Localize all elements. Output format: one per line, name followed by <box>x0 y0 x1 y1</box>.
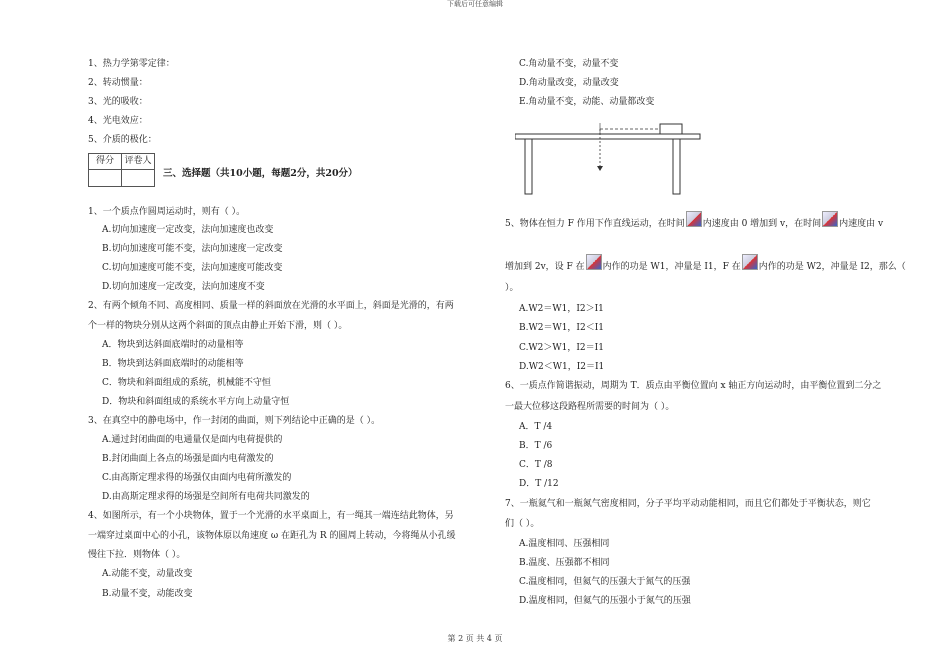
q6-stem-line2: 一最大位移这段路程所需要的时间为（ ）。 <box>505 402 675 412</box>
q6-option-c: C．T /8 <box>519 460 553 470</box>
q7-option-c: C.温度相同，但氦气的压强大于氮气的压强 <box>519 577 691 587</box>
q5-option-a: A.W2＝W1，I2＞I1 <box>519 304 604 314</box>
q4-option-c: C.角动量不变，动量不变 <box>519 59 619 69</box>
table-leg-left <box>525 139 532 194</box>
section-title: 三、选择题（共10小题，每题2分，共20分） <box>163 168 358 179</box>
page-footer: 第 2 页 共 4 页 <box>447 634 503 643</box>
q4-option-e: E.角动量不变，动能、动量都改变 <box>519 97 655 107</box>
score-header: 得分 <box>89 154 122 170</box>
q4-stem-line3: 慢往下拉．则物体（ ）。 <box>88 550 186 560</box>
q5-text-2: 内速度由 0 增加到 v，在时间 <box>702 219 822 229</box>
q1-option-c: C.切向加速度可能不变，法向加速度可能改变 <box>102 263 283 273</box>
score-table <box>88 153 155 187</box>
q4-stem-line1: 4、如图所示，有一个小块物体，置于一个光滑的水平桌面上，有一绳其一端连结此物体，另 <box>88 511 454 521</box>
q6-stem-line1: 6、一质点作简谐振动，周期为 T．质点由平衡位置向 x 轴正方向运动时，由平衡位置到二分之 <box>505 381 882 391</box>
table-diagram <box>515 120 715 200</box>
score-cell <box>89 170 122 187</box>
formula-image-icon <box>686 211 702 227</box>
term-5: 5、介质的极化： <box>88 135 157 145</box>
q4-option-a: A.动能不变，动量改变 <box>102 569 193 579</box>
q1-option-d: D.切向加速度一定改变，法向加速度不变 <box>102 282 265 292</box>
pull-arrow <box>597 166 603 171</box>
q7-option-d: D.温度相同，但氦气的压强小于氮气的压强 <box>519 596 691 606</box>
table-top <box>515 134 700 139</box>
q5-text-6: 内作的功是 W2，冲量是 I2，那么（ <box>758 262 906 272</box>
q1-option-b: B.切向加速度可能不变，法向加速度一定改变 <box>102 244 283 254</box>
q2-stem-line2: 个一样的物块分别从这两个斜面的顶点由静止开始下滑，则（ ）。 <box>88 321 348 331</box>
q4-option-d: D.角动量改变，动量改变 <box>519 78 619 88</box>
q2-option-b: B．物块到达斜面底端时的动能相等 <box>102 359 244 369</box>
term-1: 1、热力学第零定律： <box>88 59 175 69</box>
term-2: 2、转动惯量： <box>88 78 148 88</box>
q6-option-b: B．T /6 <box>519 441 553 451</box>
q5-stem-line2 <box>505 254 906 274</box>
q4-option-b: B.动量不变，动能改变 <box>102 589 193 599</box>
table-leg-right <box>673 139 680 194</box>
q7-option-a: A.温度相同、压强相同 <box>519 539 610 549</box>
q3-option-d: D.由高斯定理求得的场强是空间所有电荷共同激发的 <box>102 492 310 502</box>
q5-option-d: D.W2＜W1，I2＝I1 <box>519 362 605 372</box>
reviewer-cell <box>122 170 155 187</box>
q5-stem-line1 <box>505 211 883 231</box>
q5-option-c: C.W2＞W1，I2＝I1 <box>519 343 604 353</box>
q5-text-5: 内作的功是 W1，冲量是 I1，F 在 <box>602 262 741 272</box>
q7-stem-line1: 7、一瓶氦气和一瓶氮气密度相同，分子平均平动动能相同，而且它们都处于平衡状态，则它 <box>505 499 871 509</box>
q5-text-4: 增加到 2v，设 F 在 <box>505 262 585 272</box>
q3-stem: 3、在真空中的静电场中，作一封闭的曲面，则下列结论中正确的是（ ）。 <box>88 416 381 426</box>
q6-option-a: A．T /4 <box>519 422 553 432</box>
q5-text-3: 内速度由 v <box>839 219 884 229</box>
q5-stem-line3: ）。 <box>505 283 519 293</box>
q3-option-a: A.通过封闭曲面的电通量仅是面内电荷提供的 <box>102 435 283 445</box>
q3-option-b: B.封闭曲面上各点的场强是面内电荷激发的 <box>102 454 274 464</box>
q2-option-c: C．物块和斜面组成的系统，机械能不守恒 <box>102 378 271 388</box>
formula-image-icon <box>822 211 838 227</box>
q7-option-b: B.温度、压强都不相同 <box>519 558 610 568</box>
q2-option-d: D．物块和斜面组成的系统水平方向上动量守恒 <box>102 397 290 407</box>
q7-stem-line2: 们（ ）。 <box>505 519 540 529</box>
q2-option-a: A．物块到达斜面底端时的动量相等 <box>102 340 244 350</box>
block <box>660 124 682 134</box>
reviewer-header: 评卷人 <box>122 154 155 170</box>
q4-stem-line2: 一端穿过桌面中心的小孔，该物体原以角速度 ω 在距孔为 R 的圆周上转动，今将绳从小孔缓 <box>88 531 456 541</box>
q5-option-b: B.W2＝W1，I2＜I1 <box>519 323 604 333</box>
q2-stem-line1: 2、有两个倾角不同、高度相同、质量一样的斜面放在光滑的水平面上，斜面是光滑的，有两 <box>88 301 454 311</box>
q1-stem: 1、一个质点作圆周运动时，则有（ ）。 <box>88 207 246 217</box>
page-header: 下载后可任意编辑 <box>447 0 503 8</box>
formula-image-icon <box>586 254 602 270</box>
q6-option-d: D．T /12 <box>519 479 559 489</box>
term-4: 4、光电效应： <box>88 116 148 126</box>
q1-option-a: A.切向加速度一定改变，法向加速度也改变 <box>102 225 274 235</box>
formula-image-icon <box>742 254 758 270</box>
q3-option-c: C.由高斯定理求得的场强仅由面内电荷所激发的 <box>102 473 292 483</box>
q5-text-1: 5、物体在恒力 F 作用下作直线运动，在时间 <box>505 219 685 229</box>
term-3: 3、光的吸收： <box>88 97 148 107</box>
